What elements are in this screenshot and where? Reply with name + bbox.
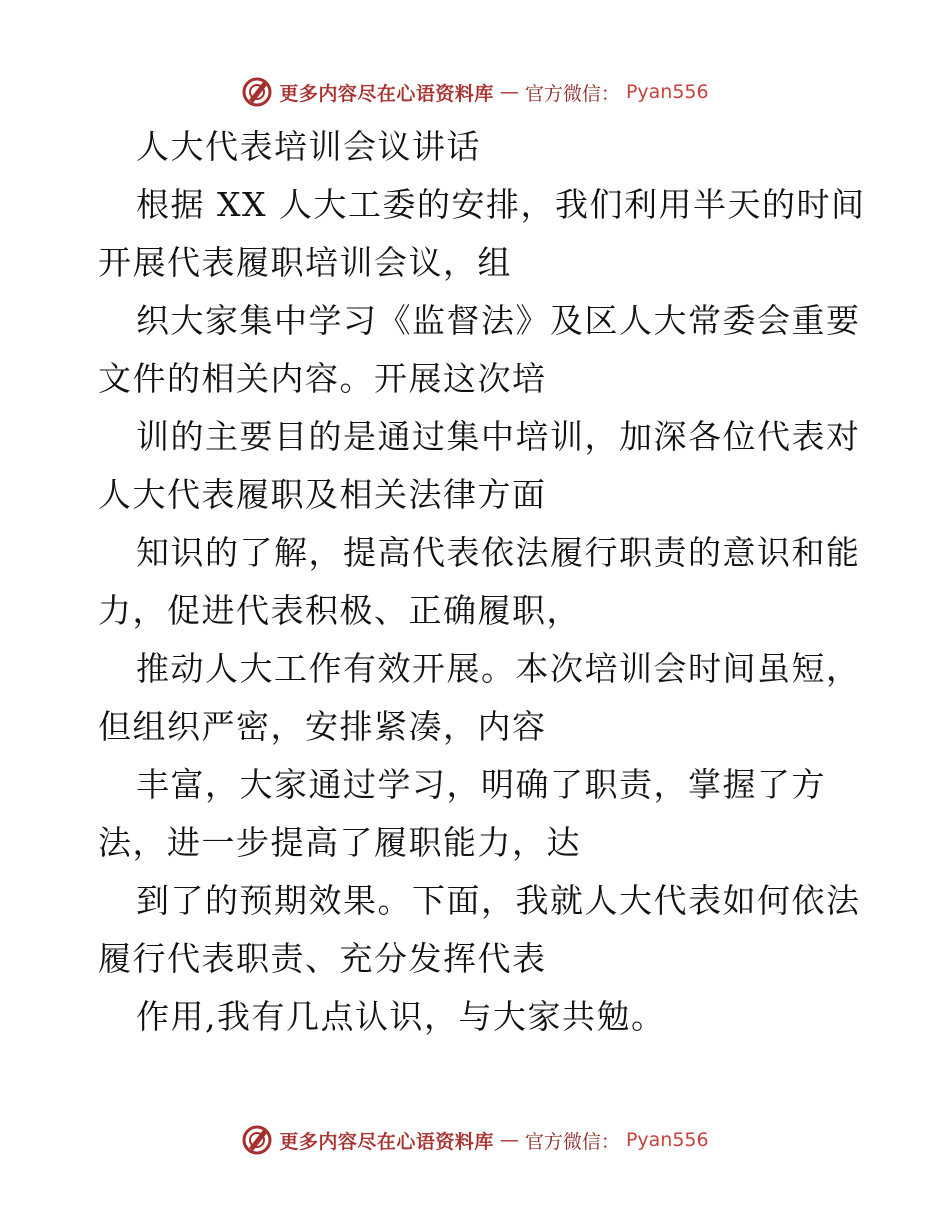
document-title: 人大代表培训会议讲话 [136, 127, 481, 166]
text-line: 作用,我有几点认识，与大家共勉。 [136, 997, 666, 1036]
text-line: 但组织严密，安排紧凑，内容 [98, 707, 547, 746]
header-banner [0, 72, 950, 112]
text-line: 知识的了解，提高代表依法履行职责的意识和能 [136, 533, 861, 572]
text-line: 履行代表职责、充分发挥代表 [98, 939, 547, 978]
text-line: 文件的相关内容。开展这次培 [98, 359, 547, 398]
brand-name: 更多内容尽在心语资料库 [279, 82, 494, 105]
official-wechat-label: 官方微信： [524, 1130, 620, 1153]
wechat-account: Pyan556 [625, 1129, 709, 1151]
text-line: 训的主要目的是通过集中培训，加深各位代表对 [136, 417, 861, 456]
text-line: 织大家集中学习《监督法》及区人大常委会重要 [136, 301, 861, 340]
text-line: 根据 XX 人大工委的安排，我们利用半天的时间 [136, 185, 866, 224]
brand-dash: — [499, 1129, 519, 1151]
text-line: 丰富，大家通过学习，明确了职责，掌握了方 [136, 765, 826, 804]
brand-name: 更多内容尽在心语资料库 [279, 1130, 494, 1153]
wechat-account: Pyan556 [625, 81, 709, 103]
text-line: 力，促进代表积极、正确履职， [98, 591, 581, 630]
document-body [98, 118, 866, 1046]
text-line: 推动人大工作有效开展。本次培训会时间虽短， [136, 649, 861, 688]
text-line: 到了的预期效果。下面，我就人大代表如何依法 [136, 881, 861, 920]
brand-logo-icon [241, 1124, 273, 1156]
brand-dash: — [499, 81, 519, 103]
brand-logo-icon [241, 76, 273, 108]
text-line: 开展代表履职培训会议，组 [98, 243, 512, 282]
text-line: 人大代表履职及相关法律方面 [98, 475, 547, 514]
official-wechat-label: 官方微信： [524, 82, 620, 105]
text-line: 法，进一步提高了履职能力，达 [98, 823, 581, 862]
footer-banner [0, 1120, 950, 1160]
